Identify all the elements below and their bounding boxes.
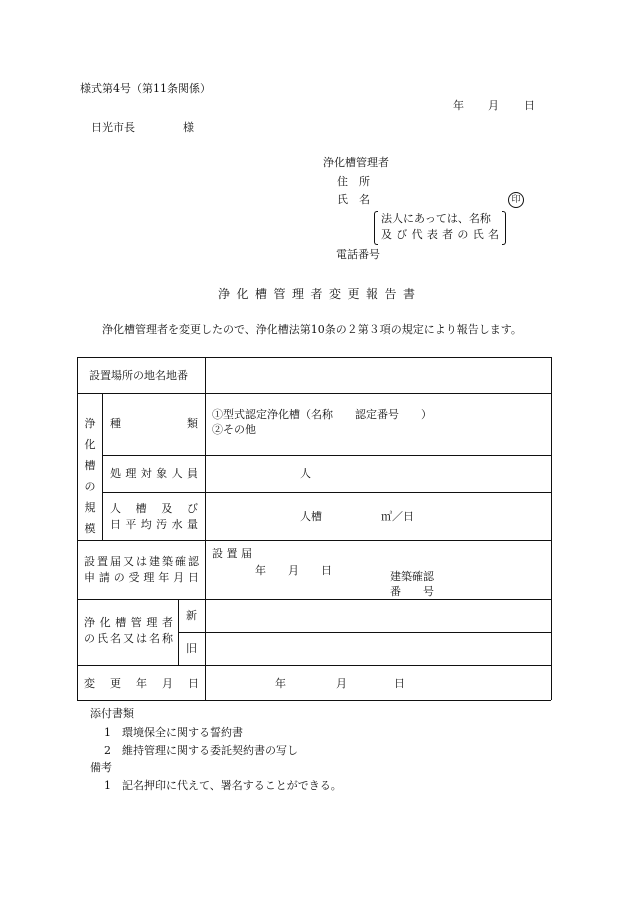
name-label-line1-wrap (84, 617, 173, 628)
type-label-wrap (110, 418, 198, 429)
persons-label-wrap (110, 468, 198, 479)
notice-label-line2: 申 請 の 受 理 年 月 日 (84, 571, 199, 584)
bracket-left (374, 211, 378, 245)
manager-name-label: 氏 名 (337, 193, 370, 206)
tank-label-line1-wrap (110, 503, 198, 514)
tank-label-line2: 日 平 均 汚 水 量 (110, 518, 198, 531)
persons-unit: 人 (300, 467, 311, 480)
old-label: 旧 (186, 642, 197, 655)
type-option-1: ①型式認定浄化槽（名称 認定番号 ） (212, 408, 432, 421)
seal-mark: 印 (508, 192, 524, 208)
remarks-heading: 備考 (90, 761, 112, 774)
type-label: 種 類 (110, 417, 198, 430)
notice-label-line1-wrap (84, 556, 199, 567)
attachment-item: 1 環境保全に関する誓約書 (104, 726, 243, 739)
corp-note-line2: 及 び 代 表 者 の 氏 名 (381, 228, 499, 241)
document-title: 浄化槽管理者変更報告書 (218, 287, 422, 301)
name-label-line1: 浄 化 槽 管 理 者 (84, 616, 173, 629)
build-number: 番 号 (390, 585, 434, 598)
name-label-line2-wrap (84, 633, 173, 644)
attachment-item: 2 維持管理に関する委託契約書の写し (104, 744, 298, 757)
date-day-label: 日 (524, 99, 535, 112)
notice-form: 設 置 届 (212, 547, 252, 560)
date-month-label: 月 (488, 99, 499, 112)
intro-text: 浄化槽管理者を変更したので、浄化槽法第10条の２第３項の規定により報告します。 (102, 323, 522, 336)
persons-label: 処 理 対 象 人 員 (110, 467, 198, 480)
date-year-label: 年 (453, 99, 464, 112)
name-label-line2: の 氏 名 又 は 名 称 (84, 632, 173, 645)
tank-label-line2-wrap (110, 519, 198, 530)
change-date-label-wrap (84, 678, 199, 689)
location-label: 設置場所の地名地番 (89, 369, 188, 382)
corp-note-line1: 法人にあっては、名称 (381, 212, 491, 225)
build-confirm: 建築確認 (390, 570, 434, 583)
bracket-right (502, 211, 506, 245)
new-label: 新 (186, 609, 197, 622)
manager-heading: 浄化槽管理者 (323, 156, 389, 169)
change-date-day: 日 (394, 677, 405, 690)
form-number: 様式第4号（第11条関係） (80, 82, 211, 95)
notice-date: 年 月 日 (255, 564, 332, 577)
tank-label-line1: 人 槽 及 び (110, 502, 198, 515)
attachments-heading: 添付書類 (90, 707, 134, 720)
remark-item: 1 記名押印に代えて、署名することができる。 (104, 779, 342, 792)
change-date-month: 月 (336, 677, 347, 690)
honorific: 様 (183, 121, 194, 134)
phone-label: 電話番号 (336, 248, 380, 261)
type-option-2: ②その他 (212, 423, 256, 436)
corp-note-line2-wrap (381, 229, 499, 240)
notice-label-line1: 設 置 届 又 は 建 築 確 認 (84, 555, 199, 568)
flow-unit: ㎥／日 (381, 510, 414, 523)
change-date-year: 年 (275, 677, 286, 690)
scale-label: 浄化槽の規模 (84, 417, 96, 535)
change-date-label: 変 更 年 月 日 (84, 677, 199, 690)
manager-address-label: 住 所 (337, 175, 370, 188)
notice-label-line2-wrap (84, 572, 199, 583)
tank-unit: 人槽 (300, 510, 322, 523)
addressee: 日光市長 (91, 121, 135, 134)
